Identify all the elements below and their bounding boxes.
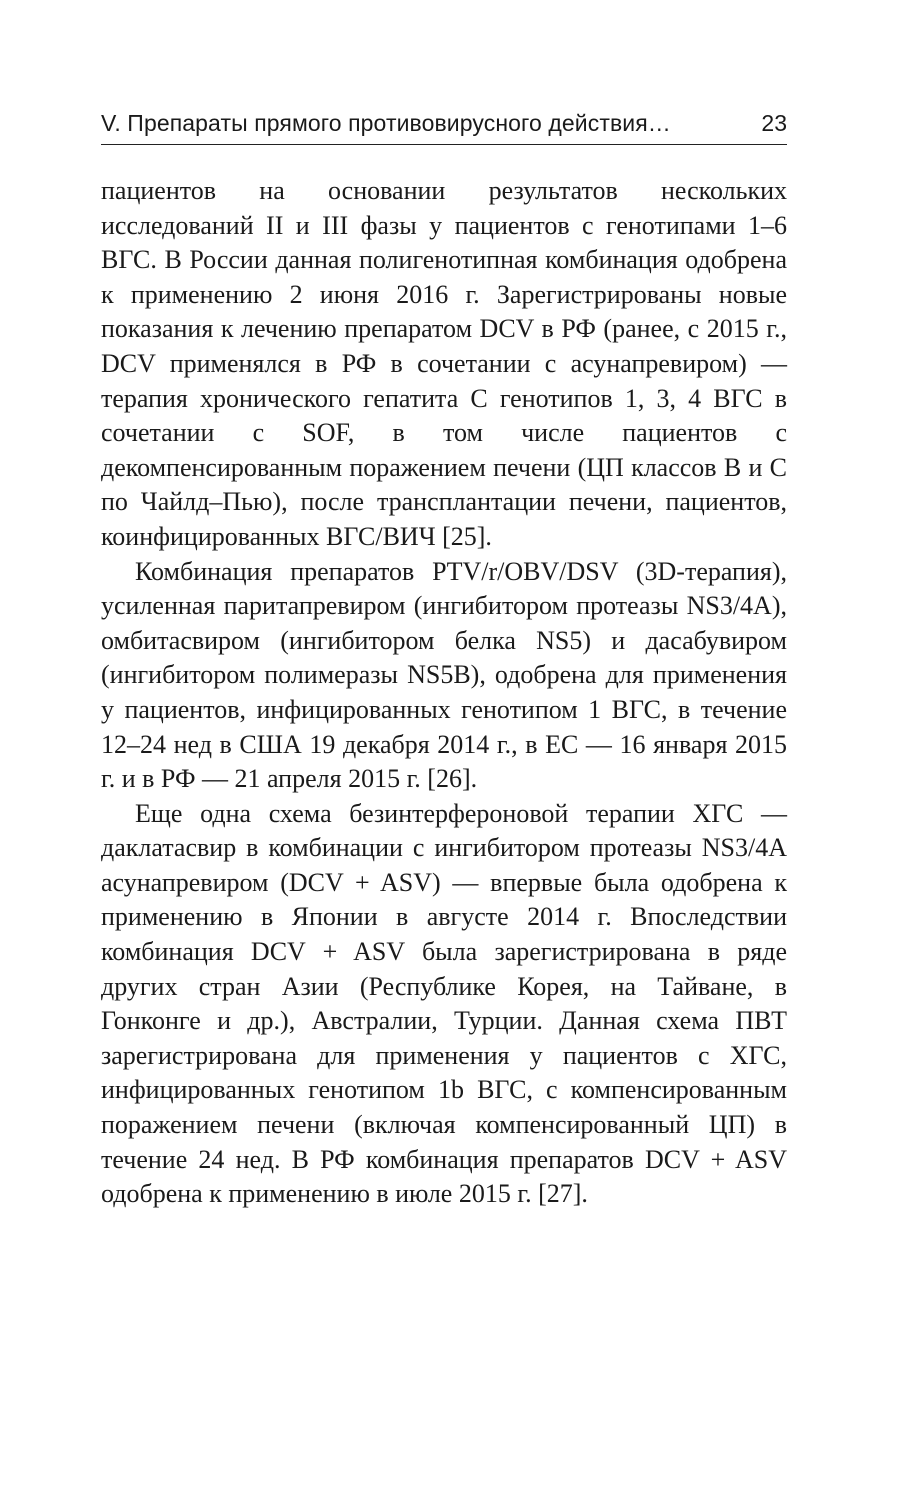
running-header bbox=[101, 108, 787, 145]
paragraph-2: Комбинация препаратов PTV/r/OBV/DSV (3D-терапия), усиленная паритапревиром (ингибитором протеазы NS3/4A), омбитасвиром (ингибитором белка NS5) и дасабувиром (ингибитором полимеразы NS5B), одобрена для применения у пациентов, инфицированных генотипом 1 ВГС, в течение 12–24 нед в США 19 декабря 2014 г., в ЕС — 16 января 2015 г. и в РФ — 21 апреля 2015 г. [26]. bbox=[101, 556, 787, 794]
book-page bbox=[101, 108, 787, 1212]
page-number: 23 bbox=[761, 110, 787, 136]
paragraph-1: пациентов на основании результатов нескольких исследований II и III фазы у пациентов с генотипами 1–6 ВГС. В России данная полигенотипная комбинация одобрена к применению 2 июня 2016 г. Зарегистрированы новые показания к лечению препаратом DCV в РФ (ранее, с 2015 г., DCV применялся в РФ в сочетании с асунапревиром) — терапия хронического гепатита С генотипов 1, 3, 4 ВГС в сочетании с SOF, в том числе пациентов с декомпенсированным поражением печени (ЦП классов В и С по Чайлд–Пью), после трансплантации печени, пациентов, коинфицированных ВГС/ВИЧ [25]. bbox=[101, 176, 787, 551]
body-text bbox=[101, 174, 787, 1212]
chapter-title: V. Препараты прямого противовирусного действия… bbox=[101, 110, 671, 136]
paragraph-3: Еще одна схема безинтерфероновой терапии ХГС — даклатасвир в комбинации с ингибитором протеазы NS3/4A асунапревиром (DCV + ASV) — впервые была одобрена к применению в Японии в августе 2014 г. Впоследствии комбинация DCV + ASV была зарегистрирована в ряде других стран Азии (Республике Корея, на Тайване, в Гонконге и др.), Австралии, Турции. Данная схема ПВТ зарегистрирована для применения у пациентов с ХГС, инфицированных генотипом 1b ВГС, с компенсированным поражением печени (включая компенсированный ЦП) в течение 24 нед. В РФ комбинация препаратов DCV + ASV одобрена к применению в июле 2015 г. [27]. bbox=[101, 798, 787, 1209]
